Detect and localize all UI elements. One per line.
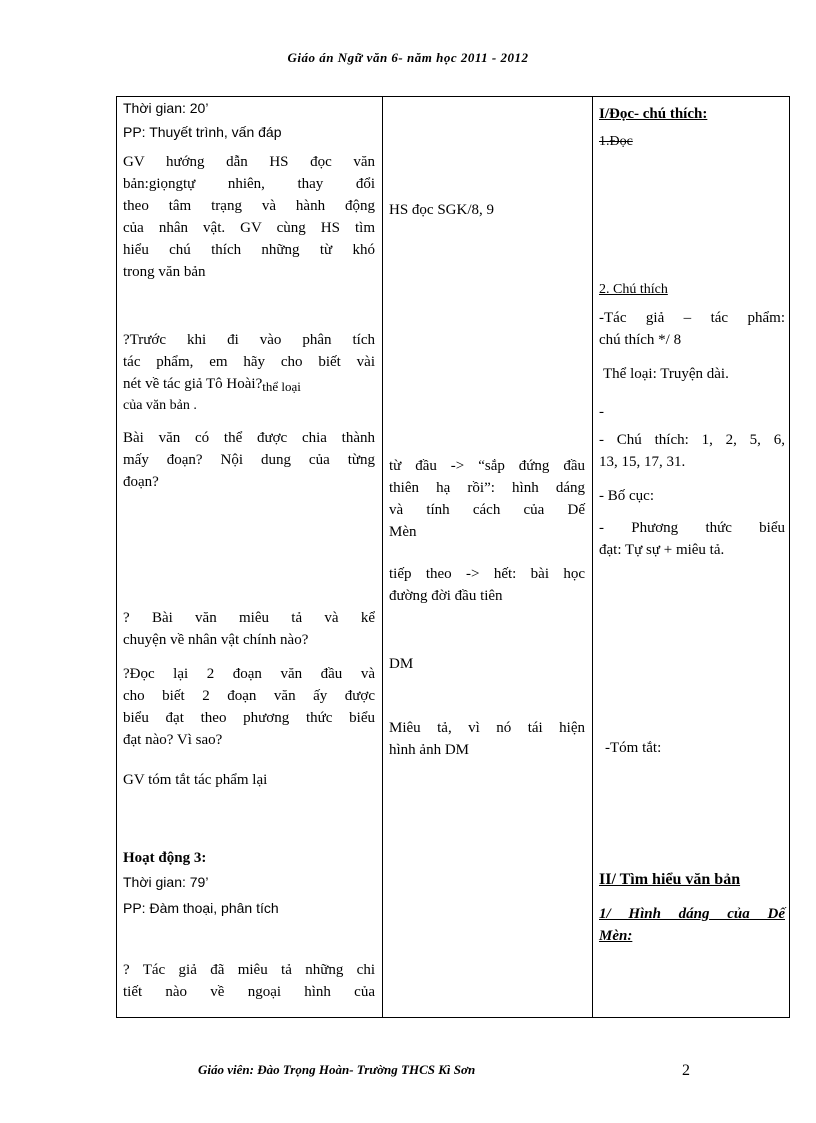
page-number: 2	[682, 1062, 690, 1079]
question-author: tác phẩm, em hãy cho biết vài	[123, 354, 375, 370]
genre-note: Thể loại: Truyện dài.	[603, 366, 729, 382]
question-author: của văn bản .	[123, 398, 197, 413]
question-mode: cho biết 2 đoạn văn ấy được	[123, 688, 375, 704]
student-answer: HS đọc SGK/8, 9	[389, 202, 495, 218]
student-answer: tiếp theo -> hết: bài học	[389, 566, 585, 582]
subheading-appearance: 1/ Hình dáng của Dế	[599, 906, 785, 922]
question-appearance: ? Tác giả đã miêu tả những chi	[123, 962, 375, 978]
student-answer: thiên hạ rồi”: hình dáng	[389, 480, 585, 496]
time-label: Thời gian: 20’	[123, 100, 209, 116]
student-answer: Miêu tả, vì nó tái hiện	[389, 720, 585, 736]
method-label: PP: Đàm thoại, phân tích	[123, 900, 279, 916]
subheading-appearance: Mèn:	[599, 928, 633, 944]
teacher-guidance: bản:giọngtự nhiên, thay đổi	[123, 176, 375, 192]
mode-note: đạt: Tự sự + miêu tả.	[599, 542, 725, 558]
question-appearance: tiết nào về ngoại hình của	[123, 984, 375, 1000]
glossary-note: - Chú thích: 1, 2, 5, 6,	[599, 432, 785, 448]
author-note: -Tác giả – tác phẩm:	[599, 310, 785, 326]
column-divider	[382, 97, 383, 1017]
question-character: ? Bài văn miêu tả và kể	[123, 610, 375, 626]
question-character: chuyện về nhân vật chính nào?	[123, 632, 309, 648]
question-mode: đạt nào? Vì sao?	[123, 732, 223, 748]
student-answer: từ đầu -> “sắp đứng đầu	[389, 458, 585, 474]
genre-note: thể loại	[262, 379, 301, 394]
question-sections: Bài văn có thể được chia thành	[123, 430, 375, 446]
column-divider	[592, 97, 593, 1017]
student-answer: đường đời đầu tiên	[389, 588, 503, 604]
layout-note: - Bố cục:	[599, 488, 654, 504]
page-header: Giáo án Ngữ văn 6- năm học 2011 - 2012	[287, 50, 529, 65]
author-note: chú thích */ 8	[599, 332, 682, 348]
question-mode: biểu đạt theo phương thức biểu	[123, 710, 375, 726]
lesson-table	[116, 96, 790, 1018]
glossary-note: 13, 15, 17, 31.	[599, 454, 686, 470]
question-sections: mấy đoạn? Nội dung của từng	[123, 452, 375, 468]
summary-note: -Tóm tắt:	[605, 740, 662, 756]
student-answer: và tính cách của Dế	[389, 502, 585, 518]
subheading-notes: 2. Chú thích	[599, 282, 668, 297]
time-label: Thời gian: 79’	[123, 874, 209, 890]
dash: -	[599, 404, 604, 420]
teacher-guidance: GV hướng dẫn HS đọc văn	[123, 154, 375, 170]
teacher-summary: GV tóm tắt tác phẩm lại	[123, 772, 268, 788]
student-answer: Mèn	[389, 524, 417, 540]
mode-note: - Phương thức biểu	[599, 520, 785, 536]
question-author: ?Trước khi đi vào phân tích	[123, 332, 375, 348]
section-heading: I/Đọc- chú thích:	[599, 106, 708, 122]
subheading-read: 1.Đọc	[599, 134, 633, 149]
teacher-guidance: trong văn bản	[123, 264, 206, 280]
question-author: nét về tác giả Tô Hoài?thể loại	[123, 376, 301, 394]
student-answer: DM	[389, 656, 414, 672]
section-heading: II/ Tìm hiểu văn bản	[599, 871, 741, 888]
question-sections: đoạn?	[123, 474, 159, 490]
teacher-guidance: theo tâm trạng và hành động	[123, 198, 375, 214]
teacher-guidance: của nhân vật. GV cùng HS tìm	[123, 220, 375, 236]
student-answer: hình ảnh DM	[389, 742, 469, 758]
question-mode: ?Đọc lại 2 đoạn văn đầu và	[123, 666, 375, 682]
activity-heading: Hoạt động 3:	[123, 850, 207, 866]
method-label: PP: Thuyết trình, vấn đáp	[123, 124, 282, 140]
teacher-guidance: hiểu chú thích những từ khó	[123, 242, 375, 258]
page-footer: Giáo viên: Đào Trọng Hoàn- Trường THCS Kì Sơn	[198, 1062, 476, 1077]
